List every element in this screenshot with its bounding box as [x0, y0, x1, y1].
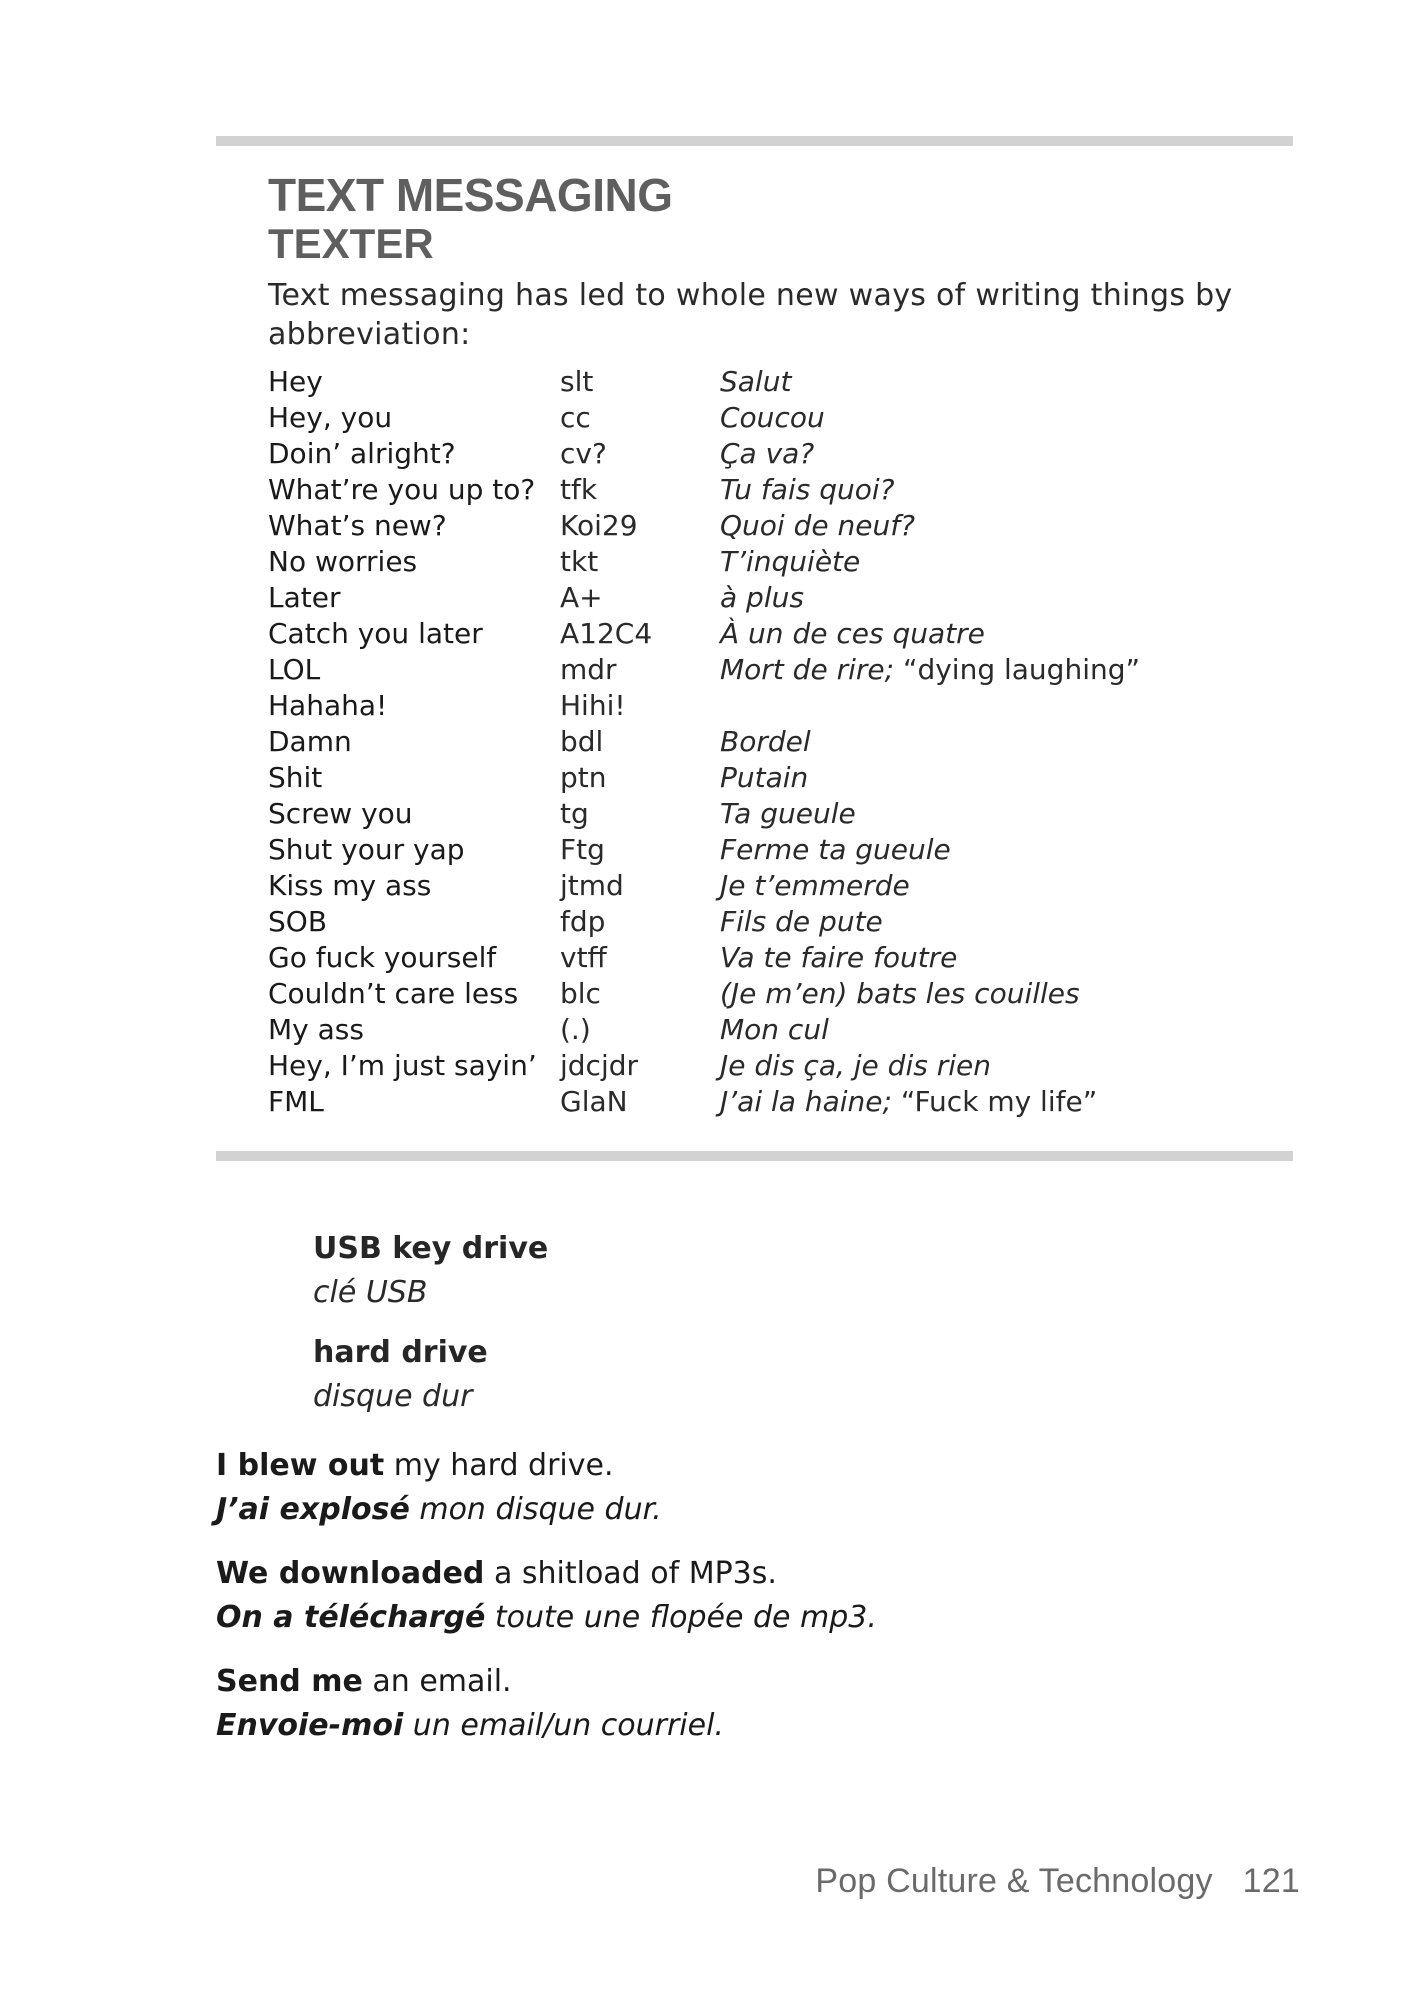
english-phrase: My ass — [268, 1013, 364, 1046]
french-meaning — [720, 796, 1140, 832]
english-phrase: Hey, I’m just sayin’ — [268, 1049, 537, 1082]
abbreviation-row — [268, 580, 1140, 616]
english-phrase: SOB — [268, 905, 328, 938]
english-phrase: Shit — [268, 761, 323, 794]
sms-abbreviation: A+ — [560, 581, 603, 614]
example-french — [216, 1488, 1216, 1532]
french-meaning — [720, 652, 1140, 688]
french-meaning — [720, 940, 1140, 976]
sidebar-intro: Text messaging has led to whole new ways of writing things by abbreviation: — [268, 278, 1233, 352]
example-french — [216, 1704, 1216, 1748]
french-phrase: Quoi de neuf? — [720, 509, 915, 542]
french-phrase: à plus — [720, 581, 804, 614]
english-phrase: Doin’ alright? — [268, 437, 456, 470]
example-english-rest: a shitload of MP3s. — [484, 1556, 777, 1591]
sms-abbreviation: Ftg — [560, 833, 605, 866]
french-phrase: Fils de pute — [720, 905, 883, 938]
example-english-key: I blew out — [216, 1448, 385, 1483]
example-pair — [216, 1660, 1216, 1748]
english-gloss: “dying laughing” — [894, 653, 1141, 686]
sms-abbreviation: fdp — [560, 905, 606, 938]
french-meaning — [720, 1048, 1140, 1084]
abbreviation-row — [268, 508, 1140, 544]
french-phrase: J’ai la haine; — [720, 1085, 892, 1118]
french-meaning — [720, 616, 1140, 652]
example-french-rest: mon disque dur. — [409, 1492, 662, 1527]
french-meaning — [720, 1012, 1140, 1048]
english-phrase: What’re you up to? — [268, 473, 536, 506]
sms-abbreviation: tfk — [560, 473, 598, 506]
abbreviation-row — [268, 1084, 1140, 1120]
french-phrase: À un de ces quatre — [720, 617, 985, 650]
sms-abbreviation: cc — [560, 401, 591, 434]
english-phrase: Later — [268, 581, 341, 614]
sidebar-title: TEXT MESSAGING — [268, 169, 673, 221]
abbreviation-table — [268, 364, 1140, 1120]
page-number: 121 — [1242, 1862, 1300, 1900]
english-phrase: Hey, you — [268, 401, 393, 434]
sms-abbreviation: jdcjdr — [560, 1049, 639, 1082]
example-pair — [216, 1552, 1216, 1640]
sms-abbreviation: cv? — [560, 437, 607, 470]
abbreviation-row — [268, 976, 1140, 1012]
example-french-rest: toute une flopée de mp3. — [485, 1600, 877, 1635]
sms-abbreviation: bdl — [560, 725, 604, 758]
abbreviation-row — [268, 868, 1140, 904]
french-phrase: Bordel — [720, 725, 811, 758]
english-phrase: Shut your yap — [268, 833, 465, 866]
vocab-term: hard drive — [313, 1335, 488, 1370]
french-phrase: T’inquiète — [720, 545, 861, 578]
abbreviation-row — [268, 940, 1140, 976]
english-phrase: Hahaha! — [268, 689, 388, 722]
page-footer — [815, 1862, 1300, 1901]
example-french — [216, 1596, 1216, 1640]
english-phrase: LOL — [268, 653, 321, 686]
example-english-rest: my hard drive. — [384, 1448, 614, 1483]
abbreviation-row — [268, 364, 1140, 400]
abbreviation-row — [268, 724, 1140, 760]
sms-abbreviation: A12C4 — [560, 617, 653, 650]
vocab-item — [313, 1331, 548, 1419]
example-sentences — [216, 1444, 1216, 1768]
french-meaning — [720, 724, 1140, 760]
sms-abbreviation: blc — [560, 977, 601, 1010]
abbreviation-row — [268, 904, 1140, 940]
sms-abbreviation: slt — [560, 365, 594, 398]
abbreviation-row — [268, 652, 1140, 688]
abbreviation-row — [268, 832, 1140, 868]
french-phrase: Je dis ça, je dis rien — [720, 1049, 991, 1082]
french-meaning — [720, 364, 1140, 400]
english-gloss: “Fuck my life” — [891, 1085, 1098, 1118]
english-phrase: Damn — [268, 725, 352, 758]
sms-abbreviation: (.) — [560, 1013, 591, 1046]
french-meaning — [720, 688, 1140, 724]
abbreviation-row — [268, 760, 1140, 796]
abbreviation-row — [268, 688, 1140, 724]
abbreviation-row — [268, 796, 1140, 832]
abbreviation-row — [268, 616, 1140, 652]
sms-abbreviation: mdr — [560, 653, 617, 686]
french-phrase: Ferme ta gueule — [720, 833, 951, 866]
english-phrase: Catch you later — [268, 617, 483, 650]
french-phrase: Ça va? — [720, 437, 815, 470]
sms-abbreviation: GlaN — [560, 1085, 628, 1118]
example-french-key: J’ai explosé — [216, 1492, 410, 1527]
abbreviation-row — [268, 436, 1140, 472]
sidebar-bottom-rule — [216, 1151, 1293, 1161]
example-french-key: Envoie-moi — [216, 1708, 404, 1743]
french-meaning — [720, 472, 1140, 508]
vocab-translation: clé USB — [313, 1275, 428, 1310]
sms-abbreviation: tg — [560, 797, 589, 830]
example-french-key: On a téléchargé — [216, 1600, 486, 1635]
example-english-key: Send me — [216, 1664, 363, 1699]
french-phrase: Va te faire foutre — [720, 941, 958, 974]
example-english-rest: an email. — [362, 1664, 512, 1699]
sidebar-top-rule — [216, 136, 1293, 146]
text-messaging-sidebar — [268, 170, 1288, 1120]
french-phrase: (Je m’en) bats les couilles — [720, 977, 1080, 1010]
abbreviation-row — [268, 1012, 1140, 1048]
example-english — [216, 1660, 1216, 1704]
sidebar-subtitle: TEXTER — [268, 220, 434, 267]
abbreviation-row — [268, 472, 1140, 508]
english-phrase: Screw you — [268, 797, 413, 830]
french-meaning — [720, 868, 1140, 904]
example-english-key: We downloaded — [216, 1556, 485, 1591]
example-french-rest: un email/un courriel. — [403, 1708, 724, 1743]
french-meaning — [720, 976, 1140, 1012]
french-phrase: Salut — [720, 365, 792, 398]
french-phrase: Je t’emmerde — [720, 869, 910, 902]
english-phrase: Couldn’t care less — [268, 977, 519, 1010]
english-phrase: No worries — [268, 545, 418, 578]
english-phrase: What’s new? — [268, 509, 447, 542]
english-phrase: Hey — [268, 365, 323, 398]
example-english — [216, 1552, 1216, 1596]
sms-abbreviation: jtmd — [560, 869, 624, 902]
example-english — [216, 1444, 1216, 1488]
french-meaning — [720, 760, 1140, 796]
vocab-translation: disque dur — [313, 1379, 473, 1414]
sms-abbreviation: ptn — [560, 761, 607, 794]
french-phrase: Ta gueule — [720, 797, 856, 830]
french-meaning — [720, 1084, 1140, 1120]
sms-abbreviation: Koi29 — [560, 509, 638, 542]
french-meaning — [720, 832, 1140, 868]
french-phrase: Tu fais quoi? — [720, 473, 895, 506]
running-footer-section: Pop Culture & Technology — [815, 1862, 1213, 1900]
french-meaning — [720, 904, 1140, 940]
sms-abbreviation: tkt — [560, 545, 599, 578]
english-phrase: Go fuck yourself — [268, 941, 497, 974]
vocab-term: USB key drive — [313, 1231, 549, 1266]
example-pair — [216, 1444, 1216, 1532]
sms-abbreviation: Hihi! — [560, 689, 626, 722]
abbreviation-row — [268, 544, 1140, 580]
sms-abbreviation: vtff — [560, 941, 607, 974]
french-phrase: Mort de rire; — [720, 653, 895, 686]
french-meaning — [720, 508, 1140, 544]
french-phrase: Putain — [720, 761, 809, 794]
vocabulary-list — [313, 1227, 548, 1435]
french-meaning — [720, 436, 1140, 472]
french-meaning — [720, 580, 1140, 616]
french-meaning — [720, 544, 1140, 580]
french-phrase: Coucou — [720, 401, 825, 434]
vocab-item — [313, 1227, 548, 1315]
french-phrase: Mon cul — [720, 1013, 829, 1046]
french-meaning — [720, 400, 1140, 436]
english-phrase: Kiss my ass — [268, 869, 432, 902]
abbreviation-row — [268, 400, 1140, 436]
abbreviation-row — [268, 1048, 1140, 1084]
english-phrase: FML — [268, 1085, 324, 1118]
